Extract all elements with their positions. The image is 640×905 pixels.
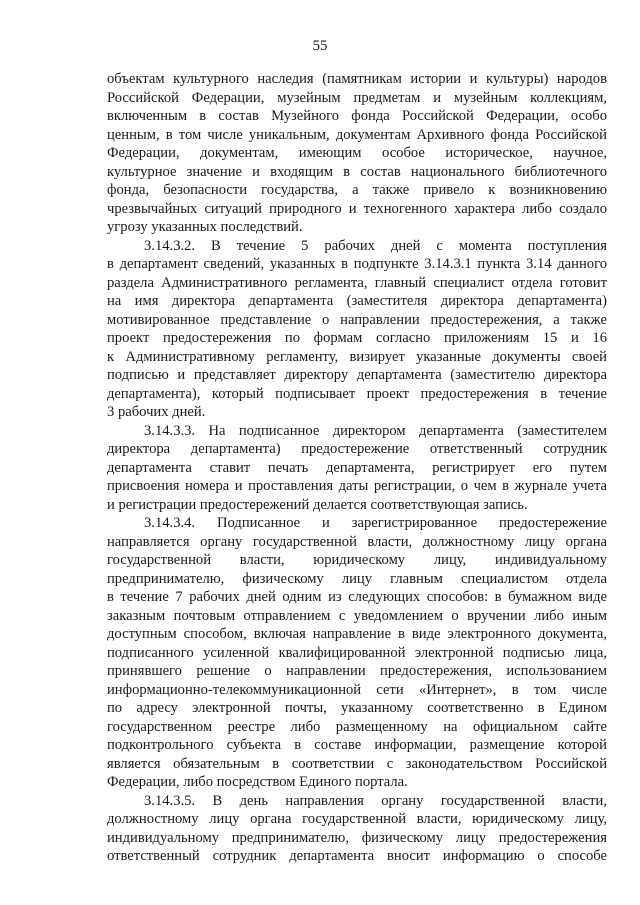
text-line: культурное значение и входящим в состав национального библиотечного bbox=[107, 163, 607, 180]
paragraph-first-line: 3.14.3.4. Подписанное и зарегистрированное предостережение bbox=[144, 515, 607, 531]
text-line: к Административному регламенту, визирует указанные документы своей bbox=[107, 348, 607, 365]
text-line: должностному лицу органа государственной власти, юридическому лицу, bbox=[107, 811, 607, 827]
text-line: государственном реестре либо размещенному на официальном сайте bbox=[107, 718, 607, 735]
text-line: включенным в состав Музейного фонда Российской Федерации, особо bbox=[107, 108, 607, 124]
text-line: мотивированное представление о направлении предостережения, а также bbox=[107, 311, 607, 328]
text-line: департамента), который подписывает проект предостережения в течение bbox=[107, 385, 607, 402]
text-line: на имя директора департамента (заместителя директора департамента) bbox=[107, 293, 607, 309]
text-line: ответственный сотрудник департамента вносит информацию о способе bbox=[107, 848, 607, 864]
text-line: Российской Федерации, музейным предметам и музейным коллекциям, bbox=[107, 89, 607, 106]
paragraph-first-line: 3.14.3.2. В течение 5 рабочих дней с момента поступления bbox=[144, 237, 607, 254]
text-line: объектам культурного наследия (памятникам истории и культуры) народов bbox=[107, 71, 607, 87]
text-line: государственной власти, юридическому лицу, индивидуальному bbox=[107, 552, 607, 568]
page-number: 55 bbox=[312, 38, 328, 54]
text-line: заказным почтовым отправлением с уведомлением о вручении либо иным bbox=[107, 607, 607, 624]
text-line: ценным, в том числе уникальным, документам Архивного фонда Российской bbox=[107, 126, 607, 143]
text-line: по адресу электронной почты, указанному соответственно в Едином bbox=[107, 700, 607, 716]
text-line: принявшего решение о направлении предостережения, использованием bbox=[107, 663, 607, 679]
text-line: присвоения номера и проставления даты регистрации, о чем в журнале учета bbox=[107, 478, 607, 494]
body-text bbox=[107, 70, 607, 866]
paragraph-first-line: 3.14.3.3. На подписанное директором департамента (заместителем bbox=[144, 422, 607, 439]
text-line: Федерации, либо посредством Единого портала. bbox=[107, 774, 408, 790]
text-line: в департамент сведений, указанных в подпункте 3.14.3.1 пункта 3.14 данного bbox=[107, 256, 607, 272]
text-line: и регистрации предостережений делается соответствующая запись. bbox=[107, 496, 528, 513]
text-line: индивидуальному предпринимателю, физическому лицу предостережения bbox=[107, 829, 607, 846]
text-line: раздела Административного регламента, главный специалист отдела готовит bbox=[107, 274, 607, 291]
text-line: проект предостережения по формам согласно приложениям 15 и 16 bbox=[107, 330, 607, 346]
text-line: предпринимателю, физическому лицу главным специалистом отдела bbox=[107, 570, 607, 587]
text-line: директора департамента) предостережение ответственный сотрудник bbox=[107, 441, 607, 457]
text-line: фонда, безопасности государства, а также привело к возникновению bbox=[107, 182, 607, 198]
text-line: Федерации, документам, имеющим особое историческое, научное, bbox=[107, 145, 607, 161]
text-line: направляется органу государственной власти, должностному лицу органа bbox=[107, 533, 607, 550]
text-line: в течение 7 рабочих дней одним из следующих способов: в бумажном виде bbox=[107, 589, 607, 605]
text-line: 3 рабочих дней. bbox=[107, 404, 206, 420]
text-line: подконтрольного субъекта в составе информации, размещение которой bbox=[107, 737, 607, 753]
paragraph-first-line: 3.14.3.5. В день направления органу государственной власти, bbox=[144, 792, 607, 809]
text-line: департамента ставит печать департамента, регистрирует его путем bbox=[107, 459, 607, 476]
text-line: является обязательным в соответствии с законодательством Российской bbox=[107, 755, 607, 772]
text-line: подписанного усиленной квалифицированной электронной подписью лица, bbox=[107, 644, 607, 661]
text-line: доступным способом, включая направление в виде электронного документа, bbox=[107, 626, 607, 642]
text-line: угрозу указанных последствий. bbox=[107, 219, 303, 235]
text-line: подписью и представляет директору департамента (заместителю директора bbox=[107, 367, 607, 383]
text-line: чрезвычайных ситуаций природного и техногенного характера либо создало bbox=[107, 200, 607, 217]
text-line: информационно-телекоммуникационной сети «Интернет», в том числе bbox=[107, 681, 607, 698]
